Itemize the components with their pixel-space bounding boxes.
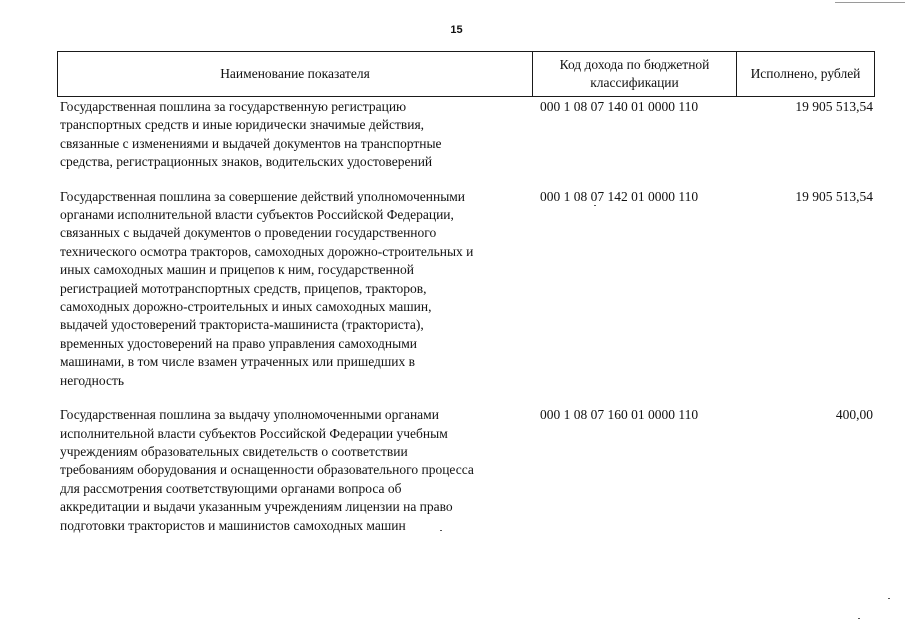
row-name (57, 406, 532, 535)
table-header (57, 51, 875, 97)
scan-speck (888, 598, 890, 599)
name-line: иных самоходных машин и прицепов к ним, государственной (60, 262, 414, 278)
row-name (57, 188, 532, 390)
name-line: регистрацией мототранспортных средств, прицепов, тракторов, (60, 280, 427, 296)
name-line: связанных с выдачей документов о проведении государственного (60, 225, 437, 241)
row-amount: 19 905 513,54 (795, 99, 873, 114)
row-name (57, 98, 532, 172)
name-line: выдачей удостоверений тракториста-машиниста (тракториста), (60, 317, 424, 333)
table-row (57, 406, 875, 535)
name-line: самоходных дорожно-строительных и иных самоходных машин, (60, 299, 432, 315)
header-code-line: классификации (590, 75, 679, 90)
name-line: Государственная пошлина за государственную регистрацию (60, 99, 407, 114)
table-body (57, 98, 875, 535)
name-line: для рассмотрения соответствующими органами вопроса об (60, 480, 402, 496)
header-code-line: Код дохода по бюджетной (559, 57, 710, 72)
name-line: требованиям оборудования и оснащенности образовательного процесса (60, 462, 474, 478)
name-line: органами исполнительной власти субъектов Российской Федерации, (60, 207, 454, 223)
name-line: Государственная пошлина за выдачу уполномоченными органами (60, 407, 439, 423)
name-line: машинами, в том числе взамен утраченных или пришедших в (60, 354, 416, 370)
name-line: негодность (60, 372, 125, 388)
scan-speck (440, 530, 442, 531)
page-number: 15 (450, 24, 463, 36)
name-line: средства, регистрационных знаков, водительских удостоверений (60, 154, 433, 170)
scan-speck (594, 205, 596, 206)
header-executed: Исполнено, рублей (750, 66, 861, 81)
name-line: транспортных средств и иные юридически значимые действия, (60, 117, 425, 133)
row-code: 000 1 08 07 140 01 0000 110 (540, 99, 699, 114)
header-name: Наименование показателя (58, 52, 533, 96)
name-line: аккредитации и выдачи указанным учреждениям лицензии на право (60, 499, 453, 515)
name-line: исполнительной власти субъектов Российской Федерации учебным (60, 425, 448, 441)
table-row (57, 188, 875, 390)
row-code: 000 1 08 07 160 01 0000 110 (540, 407, 699, 423)
name-line: Государственная пошлина за совершение действий уполномоченными (60, 188, 466, 204)
name-line: связанные с изменениями и выдачей документов на транспортные (60, 135, 442, 151)
name-line: технического осмотра тракторов, самоходных дорожно-строительных и (60, 243, 474, 259)
scan-edge-line (835, 2, 905, 3)
name-line: учреждениям образовательных свидетельств о соответствии (60, 443, 408, 459)
row-code: 000 1 08 07 142 01 0000 110 (540, 188, 699, 204)
row-amount: 19 905 513,54 (795, 188, 873, 204)
name-line: подготовки трактористов и машинистов самоходных машин (60, 517, 406, 533)
name-line: временных удостоверений на право управления самоходными (60, 335, 417, 351)
row-amount: 400,00 (835, 407, 873, 423)
scan-speck (858, 618, 860, 619)
header-code (533, 52, 737, 96)
table-row (57, 98, 875, 172)
